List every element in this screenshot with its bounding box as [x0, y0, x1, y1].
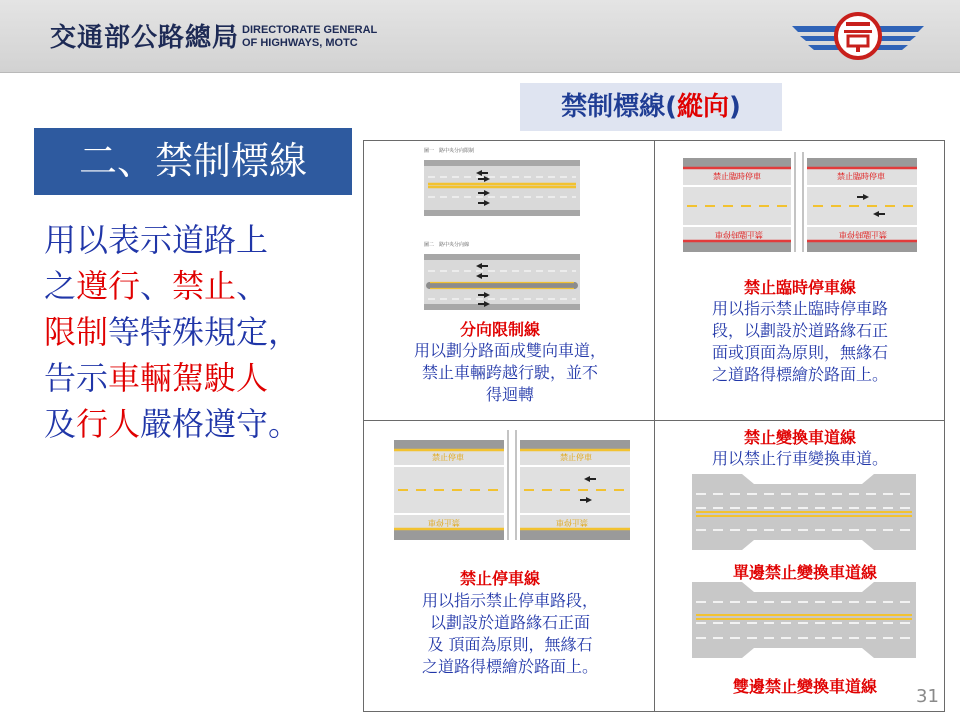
road-text-4: 禁止臨時停車: [839, 230, 887, 239]
org-name-en-line2: OF HIGHWAYS, MOTC: [242, 37, 358, 49]
road-text-2: 禁止臨時停車: [837, 172, 885, 181]
text-line: 得迴轉: [485, 385, 534, 404]
caption-no-parking: 禁止停車線: [459, 569, 540, 588]
road-text-5: 禁止停車: [432, 453, 464, 462]
desc-seg: 遵行: [76, 267, 141, 305]
text-no-lane-change: 用以禁止行車變換車道。: [711, 449, 888, 468]
desc-line-5: [44, 401, 344, 447]
fig-no-temp-parking: [683, 152, 917, 252]
text-line: 之道路得標繪於路面上。: [421, 657, 598, 676]
subtitle-close: ): [729, 92, 741, 122]
road-text-1: 禁止臨時停車: [713, 172, 761, 181]
road-text-3: 禁止臨時停車: [715, 230, 763, 239]
text-line: 用以指示禁止臨時停車路: [711, 299, 888, 318]
text-line: 之道路得標繪於路面上。: [711, 365, 888, 384]
text-line: 禁止車輛跨越行駛，並不: [421, 363, 598, 382]
text-no-parking: [380, 590, 640, 678]
desc-line-2: [44, 263, 344, 309]
caption-single-no-lane-change: 單邊禁止變換車道線: [732, 563, 877, 582]
desc-line-3: [44, 309, 344, 355]
header-bar: [0, 0, 960, 73]
slide-title: 二、禁制標線: [34, 128, 352, 195]
org-name-zh: 交通部公路總局: [50, 23, 240, 53]
org-name-en-line1: DIRECTORATE GENERAL: [242, 24, 378, 36]
desc-seg: 行人: [76, 405, 141, 443]
text-line: 以劃設於道路緣石正面: [429, 613, 590, 632]
desc-seg: 、: [140, 267, 173, 305]
description: [44, 217, 344, 447]
desc-seg: 等特殊規定，: [108, 313, 301, 351]
text-line: 用以劃分路面成雙向車道，: [413, 341, 606, 360]
fig-divider-line-1: [422, 146, 582, 218]
desc-seg: 禁止: [172, 267, 237, 305]
subtitle-highlight: 縱向: [676, 92, 729, 122]
desc-seg: 之: [44, 267, 77, 305]
page-number: 31: [916, 686, 939, 707]
text-divider-line: [380, 340, 640, 406]
caption-no-lane-change: 禁止變換車道線: [743, 428, 856, 447]
fig2-label: 圖二 路中央分向線: [424, 242, 470, 248]
desc-seg: 、: [236, 267, 269, 305]
desc-line-4: [44, 355, 344, 401]
text-line: 用以指示禁止停車路段，: [421, 591, 598, 610]
subtitle-main: 禁制標線(: [561, 92, 677, 122]
fig-divider-line-2: [422, 240, 582, 312]
org-name-en: [242, 24, 377, 50]
fig1-label: 圖一 路中央分向限制: [424, 148, 475, 154]
fig-single-no-lane-change: [692, 474, 916, 550]
section-subtitle: [520, 83, 782, 131]
desc-seg: 限制: [44, 313, 109, 351]
text-no-temp-parking: [672, 298, 928, 386]
desc-line-1: [44, 217, 344, 263]
grid-divider-vertical: [654, 140, 655, 712]
road-text-6: 禁止停車: [560, 453, 592, 462]
road-text-8: 禁止停車: [556, 518, 588, 527]
text-line: 段，以劃設於道路緣石正: [711, 321, 888, 340]
desc-seg: 及: [44, 405, 77, 443]
road-text-7: 禁止停車: [428, 518, 460, 527]
caption-double-no-lane-change: 雙邊禁止變換車道線: [732, 677, 877, 696]
desc-seg: 車輛駕駛人: [108, 359, 269, 397]
caption-no-temp-parking: 禁止臨時停車線: [743, 278, 856, 297]
highway-logo-icon: [786, 8, 930, 64]
desc-seg: 嚴格遵守。: [140, 405, 301, 443]
fig-double-no-lane-change: [692, 582, 916, 658]
fig-no-parking: [394, 430, 630, 540]
text-line: 面或頂面為原則，無緣石: [711, 343, 888, 362]
caption-divider-line: 分向限制線: [459, 320, 540, 339]
text-line: 及 頂面為原則，無緣石: [427, 635, 593, 654]
grid-divider-horizontal: [363, 420, 945, 421]
desc-seg: 用以表示道路上: [44, 221, 269, 259]
desc-seg: 告示: [44, 359, 109, 397]
